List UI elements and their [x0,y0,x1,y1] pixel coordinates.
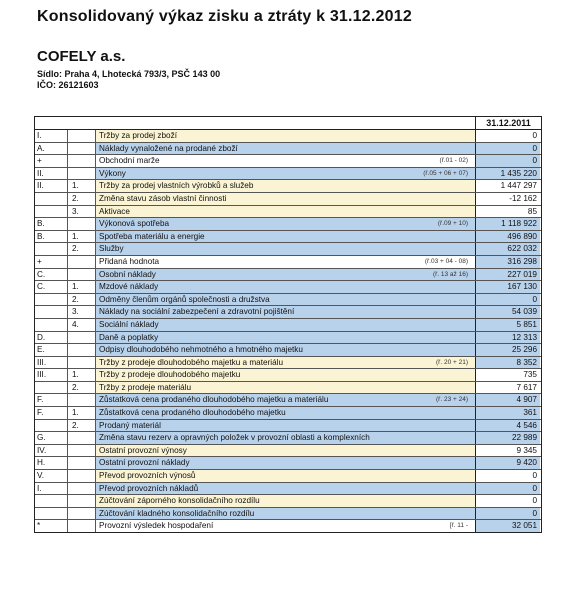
row-label-cell [96,508,475,520]
header-spacer [35,117,475,129]
row-sub-number [68,256,96,268]
row-label: Provozní výsledek hospodaření [99,521,214,531]
row-label-cell [96,369,475,381]
row-label-cell [96,332,475,344]
row-roman-marker: F. [35,407,68,419]
row-sub-number: 2. [68,294,96,306]
row-label-cell [96,155,475,167]
row-roman-marker [35,420,68,432]
row-label-cell [96,130,475,142]
table-row [35,206,541,219]
row-roman-marker: F. [35,394,68,406]
row-value: 0 [475,130,540,142]
row-label: Zůstatková cena prodaného dlouhodobého majetku a materiálu [99,395,329,405]
company-ico: IČO: 26121603 [37,80,99,90]
row-formula [468,306,472,318]
row-label-cell [96,382,475,394]
row-formula: (ř.05 + 06 + 07) [423,169,468,177]
row-roman-marker: * [35,520,68,532]
row-label: Mzdové náklady [99,282,159,292]
row-value: 54 039 [475,306,540,318]
row-formula [468,231,472,243]
table-row [35,344,541,357]
row-sub-number: 2. [68,193,96,205]
row-formula [468,281,472,293]
row-formula [468,508,472,520]
row-sub-number [68,218,96,230]
table-row [35,180,541,193]
row-roman-marker: IV. [35,445,68,457]
row-label: Převod provozních nákladů [99,483,199,493]
row-formula [468,432,472,444]
row-label: Tržby za prodej vlastních výrobků a služeb [99,181,254,191]
row-formula [468,483,472,495]
row-value: 85 [475,206,540,218]
table-row [35,294,541,307]
row-formula [468,206,472,218]
row-label: Aktivace [99,206,130,216]
row-label-cell [96,495,475,507]
row-formula [468,457,472,469]
table-row [35,306,541,319]
table-row [35,193,541,206]
row-label: Přidaná hodnota [99,256,160,266]
row-label: Zůstatková cena prodaného dlouhodobého majetku [99,408,286,418]
row-sub-number: 1. [68,407,96,419]
table-body [35,130,541,532]
row-sub-number: 1. [68,231,96,243]
row-sub-number: 4. [68,319,96,331]
column-header-date: 31.12.2011 [475,117,541,129]
income-statement-table [34,116,542,533]
row-value: 0 [475,294,540,306]
row-label: Ostatní provozní výnosy [99,445,187,455]
row-formula [468,369,472,381]
row-roman-marker: C. [35,281,68,293]
row-label: Prodaný materiál [99,420,161,430]
row-value: -12 162 [475,193,540,205]
row-roman-marker: C. [35,269,68,281]
row-roman-marker: I. [35,130,68,142]
row-label: Zúčtování kladného konsolidačního rozdílu [99,508,255,518]
row-value: 0 [475,508,540,520]
row-sub-number: 2. [68,420,96,432]
row-label: Změna stavu zásob vlastní činnosti [99,193,227,203]
row-value: 12 313 [475,332,540,344]
row-roman-marker [35,319,68,331]
row-sub-number [68,432,96,444]
row-label-cell [96,269,475,281]
row-roman-marker: B. [35,231,68,243]
row-label-cell [96,168,475,180]
row-label-cell [96,243,475,255]
row-roman-marker [35,508,68,520]
row-value: 167 130 [475,281,540,293]
row-value: 1 118 922 [475,218,540,230]
row-roman-marker: II. [35,180,68,192]
row-label: Osobní náklady [99,269,156,279]
table-row [35,269,541,282]
row-label: Odpisy dlouhodobého nehmotného a hmotného majetku [99,345,303,355]
row-label-cell [96,445,475,457]
row-label: Výkonová spotřeba [99,219,170,229]
row-value: 227 019 [475,269,540,281]
row-label-cell [96,218,475,230]
row-sub-number: 1. [68,281,96,293]
row-label: Služby [99,244,124,254]
row-label: Náklady na sociální zabezpečení a zdravotní pojištění [99,307,295,317]
row-label: Náklady vynaložené na prodané zboží [99,143,238,153]
row-value: 7 617 [475,382,540,394]
row-value: 496 890 [475,231,540,243]
row-roman-marker: III. [35,357,68,369]
row-label: Výkony [99,168,126,178]
row-label: Obchodní marže [99,156,160,166]
row-value: 361 [475,407,540,419]
row-sub-number [68,168,96,180]
row-label-cell [96,470,475,482]
row-value: 9 420 [475,457,540,469]
row-label: Sociální náklady [99,319,159,329]
row-formula [468,332,472,344]
row-sub-number [68,470,96,482]
row-label-cell [96,420,475,432]
table-row [35,130,541,143]
row-sub-number [68,143,96,155]
row-roman-marker: A. [35,143,68,155]
table-row [35,218,541,231]
row-label: Ostatní provozní náklady [99,458,190,468]
row-roman-marker: V. [35,470,68,482]
row-sub-number [68,457,96,469]
row-roman-marker [35,243,68,255]
row-sub-number [68,445,96,457]
table-row [35,256,541,269]
row-sub-number: 3. [68,206,96,218]
row-value: 32 051 [475,520,540,532]
row-sub-number [68,357,96,369]
row-label: Změna stavu rezerv a opravných položek v provozní oblasti a komplexních [99,433,370,443]
row-label-cell [96,180,475,192]
table-row [35,495,541,508]
row-roman-marker [35,294,68,306]
row-label-cell [96,457,475,469]
table-row [35,520,541,532]
row-value: 22 989 [475,432,540,444]
row-formula [468,420,472,432]
row-sub-number [68,130,96,142]
company-name: COFELY a.s. [37,48,126,65]
table-row [35,231,541,244]
row-sub-number: 2. [68,243,96,255]
table-row [35,357,541,370]
row-label-cell [96,281,475,293]
row-sub-number [68,520,96,532]
table-row [35,508,541,521]
row-value: 0 [475,143,540,155]
row-label-cell [96,294,475,306]
row-roman-marker: E. [35,344,68,356]
row-label-cell [96,483,475,495]
row-value: 1 447 297 [475,180,540,192]
table-row [35,369,541,382]
row-formula: (ř. 20 + 21) [436,358,468,366]
row-label-cell [96,432,475,444]
row-label-cell [96,306,475,318]
table-row [35,407,541,420]
row-roman-marker [35,193,68,205]
row-value: 316 298 [475,256,540,268]
table-row [35,457,541,470]
row-roman-marker: D. [35,332,68,344]
table-row [35,143,541,156]
row-sub-number [68,483,96,495]
row-label-cell [96,193,475,205]
table-header-row [35,117,541,130]
table-row [35,445,541,458]
row-formula [468,243,472,255]
row-formula [468,382,472,394]
row-sub-number [68,508,96,520]
row-sub-number [68,269,96,281]
row-formula [468,294,472,306]
row-roman-marker: G. [35,432,68,444]
row-sub-number [68,332,96,344]
table-row [35,281,541,294]
row-roman-marker: H. [35,457,68,469]
report-title: Konsolidovaný výkaz zisku a ztráty k 31.12.2012 [37,8,412,25]
row-formula [468,130,472,142]
row-roman-marker [35,306,68,318]
row-formula [468,193,472,205]
row-formula: (ř. 23 + 24) [436,396,468,404]
row-formula: (ř.09 + 10) [437,220,468,228]
row-sub-number: 2. [68,382,96,394]
row-sub-number: 3. [68,306,96,318]
row-label: Zúčtování záporného konsolidačního rozdílu [99,496,260,506]
row-label: Daně a poplatky [99,332,159,342]
row-formula: [ř. 11 - [449,522,468,530]
row-value: 5 851 [475,319,540,331]
row-label: Spotřeba materiálu a energie [99,231,205,241]
row-formula [468,495,472,507]
table-row [35,382,541,395]
row-sub-number [68,155,96,167]
row-label-cell [96,357,475,369]
row-roman-marker: + [35,256,68,268]
row-value: 4 907 [475,394,540,406]
row-roman-marker: III. [35,369,68,381]
row-formula [468,407,472,419]
table-row [35,332,541,345]
row-sub-number [68,344,96,356]
row-label-cell [96,319,475,331]
row-value: 8 352 [475,357,540,369]
row-label: Tržby za prodej zboží [99,131,177,140]
row-sub-number [68,495,96,507]
row-label: Tržby z prodeje dlouhodobého majetku a materiálu [99,357,284,367]
row-formula: (ř. 13 až 16) [432,270,468,278]
table-row [35,470,541,483]
row-value: 0 [475,495,540,507]
table-row [35,319,541,332]
row-label-cell [96,407,475,419]
row-formula [468,143,472,155]
row-value: 0 [475,155,540,167]
table-row [35,432,541,445]
row-roman-marker: + [35,155,68,167]
row-label: Převod provozních výnosů [99,471,196,481]
row-roman-marker [35,495,68,507]
row-label-cell [96,520,475,532]
row-label-cell [96,143,475,155]
row-label: Tržby z prodeje materiálu [99,382,192,392]
table-row [35,155,541,168]
table-row [35,168,541,181]
row-label-cell [96,231,475,243]
row-formula [468,470,472,482]
company-seat: Sídlo: Praha 4, Lhotecká 793/3, PSČ 143 00 [37,69,221,79]
row-value: 735 [475,369,540,381]
row-label-cell [96,344,475,356]
row-label: Odměny členům orgánů společnosti a družstva [99,294,270,304]
row-roman-marker [35,206,68,218]
row-value: 0 [475,470,540,482]
row-value: 1 435 220 [475,168,540,180]
row-label: Tržby z prodeje dlouhodobého majetku [99,370,241,380]
row-sub-number [68,394,96,406]
table-row [35,420,541,433]
row-value: 25 296 [475,344,540,356]
row-formula [468,180,472,192]
row-formula: (ř.03 + 04 - 08) [424,257,468,265]
row-formula [468,445,472,457]
table-row [35,243,541,256]
row-formula [468,344,472,356]
row-sub-number: 1. [68,180,96,192]
row-label-cell [96,206,475,218]
row-roman-marker [35,382,68,394]
table-row [35,483,541,496]
row-roman-marker: I. [35,483,68,495]
row-label-cell [96,394,475,406]
row-label-cell [96,256,475,268]
row-formula: (ř.01 - 02) [439,157,468,165]
row-value: 622 032 [475,243,540,255]
row-formula [468,319,472,331]
table-row [35,394,541,407]
row-value: 4 546 [475,420,540,432]
row-roman-marker: B. [35,218,68,230]
row-value: 9 345 [475,445,540,457]
row-value: 0 [475,483,540,495]
row-sub-number: 1. [68,369,96,381]
row-roman-marker: II. [35,168,68,180]
